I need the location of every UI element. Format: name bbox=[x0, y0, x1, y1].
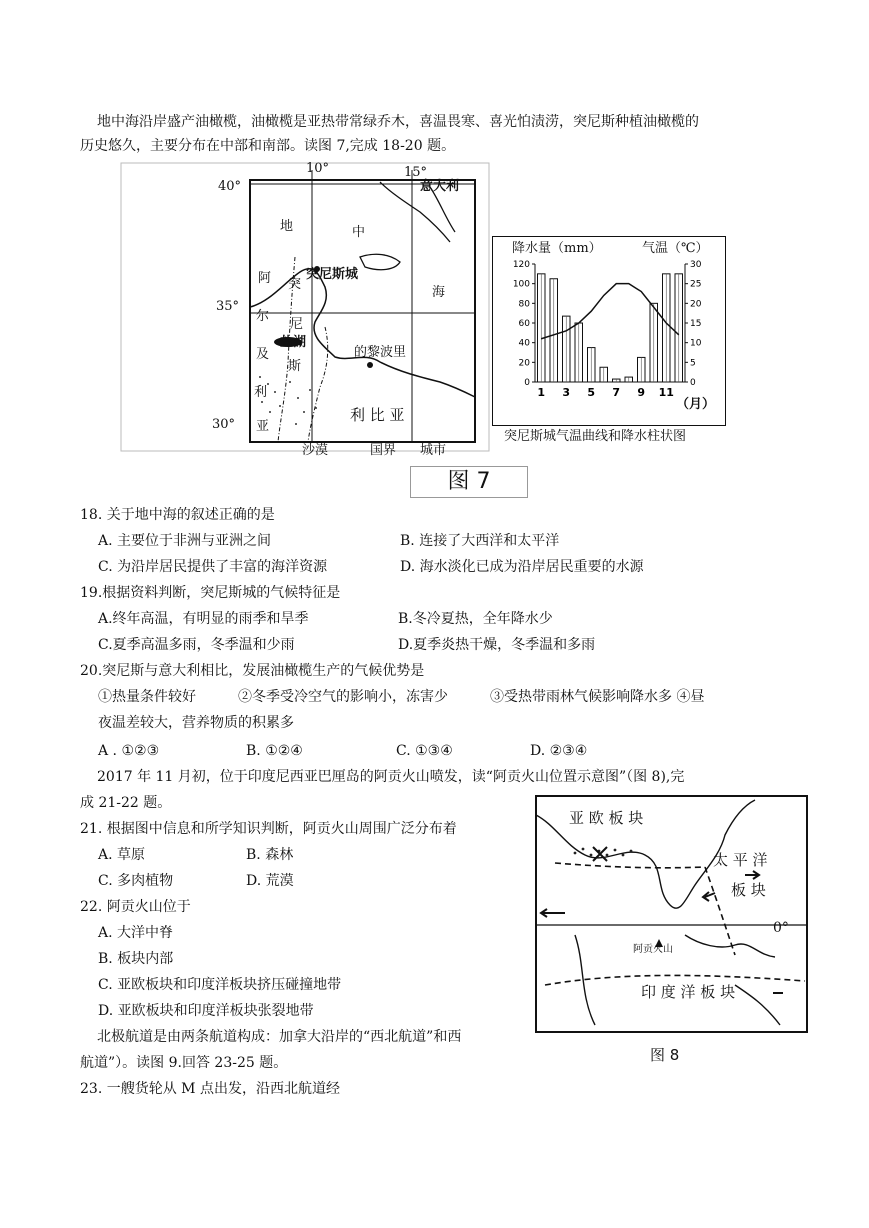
para21-line-2: 成 21-22 题。 bbox=[80, 795, 172, 811]
month-unit: （月） bbox=[676, 397, 716, 412]
eurasian-plate-label: 亚 欧 板 块 bbox=[569, 809, 644, 827]
q18-option-c: C. 为沿岸居民提供了丰富的海洋资源 bbox=[98, 559, 328, 575]
figure-8 bbox=[535, 795, 808, 1033]
place-a: 阿 bbox=[258, 271, 272, 286]
q22-option-d: D. 亚欧板块和印度洋板块张裂地带 bbox=[98, 1003, 314, 1019]
y2-tick-label: 25 bbox=[690, 279, 702, 290]
para21-line-1: 2017 年 11 月初，位于印度尼西亚巴厘岛的阿贡火山喷发，读“阿贡火山位置示意图”（图 8),完 bbox=[97, 769, 685, 785]
q19-option-a: A.终年高温，有明显的雨季和旱季 bbox=[98, 611, 309, 627]
temperature-line bbox=[541, 284, 679, 339]
legend-desert: 沙漠 bbox=[302, 443, 329, 458]
month-label: 7 bbox=[612, 386, 621, 399]
pacific-label: 太 平 洋 bbox=[713, 851, 768, 869]
lon-15-label: 15° bbox=[404, 165, 428, 180]
place-er: 尔 bbox=[256, 309, 270, 324]
y2-tick-label: 10 bbox=[690, 338, 702, 349]
y2-tick-label: 20 bbox=[690, 299, 702, 310]
lon-10-label: 10° bbox=[306, 161, 330, 176]
plate-label: 板 块 bbox=[731, 881, 766, 899]
legend-border: 国界 bbox=[370, 443, 397, 458]
lat-40-label: 40° bbox=[218, 179, 242, 194]
y-tick-label: 80 bbox=[518, 299, 530, 310]
libya-label: 利 比 亚 bbox=[350, 406, 405, 424]
y2-tick-label: 0 bbox=[690, 378, 696, 388]
precip-axis-title: 降水量（mm） bbox=[512, 241, 602, 256]
month-label: 1 bbox=[537, 386, 546, 399]
q22-option-a: A. 大洋中脊 bbox=[98, 925, 174, 941]
tunisia-map bbox=[120, 162, 490, 452]
y2-tick-label: 5 bbox=[690, 358, 696, 369]
q21-option-b: B. 森林 bbox=[246, 847, 294, 863]
q18-stem: 18. 关于地中海的叙述正确的是 bbox=[80, 507, 275, 523]
q22-option-c: C. 亚欧板块和印度洋板块挤压碰撞地带 bbox=[98, 977, 342, 993]
y-tick-label: 0 bbox=[524, 378, 530, 388]
y-tick-label: 40 bbox=[518, 338, 530, 349]
month-label: 3 bbox=[562, 386, 571, 399]
q21-option-c: C. 多肉植物 bbox=[98, 873, 174, 889]
y-tick-label: 60 bbox=[518, 319, 530, 329]
tunis-label: 突尼斯城 bbox=[306, 267, 359, 282]
legend-city: 城市 bbox=[420, 443, 447, 458]
q19-option-c: C.夏季高温多雨，冬季温和少雨 bbox=[98, 637, 295, 653]
place-ni: 尼 bbox=[290, 317, 304, 332]
figure-8-caption: 图 8 bbox=[650, 1046, 680, 1064]
q18-option-b: B. 连接了大西洋和太平洋 bbox=[400, 533, 560, 549]
y2-tick-label: 30 bbox=[690, 260, 702, 270]
lat-30-label: 30° bbox=[212, 417, 236, 432]
para23-line-1: 北极航道是由两条航道构成：加拿大沿岸的“西北航道”和西 bbox=[97, 1029, 462, 1045]
figure-7 bbox=[120, 162, 728, 462]
q22-stem: 22. 阿贡火山位于 bbox=[80, 899, 191, 915]
q18-option-d: D. 海水淡化已成为沿岸居民重要的水源 bbox=[400, 559, 644, 575]
month-label: 9 bbox=[637, 386, 646, 399]
q21-option-d: D. 荒漠 bbox=[246, 873, 294, 889]
q20-option-b: B. ①②④ bbox=[246, 743, 303, 759]
q20-option-d: D. ②③④ bbox=[530, 743, 588, 759]
q19-option-b: B.冬冷夏热，全年降水少 bbox=[398, 611, 553, 627]
y-tick-label: 20 bbox=[518, 358, 530, 369]
place-si: 斯 bbox=[288, 359, 302, 374]
place-ji: 及 bbox=[256, 347, 270, 362]
q20-line-1: ①热量条件较好 ②冬季受冷空气的影响小，冻害少 ③受热带雨林气候影响降水多 ④昼 bbox=[98, 689, 705, 705]
q20-option-a: A . ①②③ bbox=[98, 743, 160, 759]
q21-stem: 21. 根据图中信息和所学知识判断，阿贡火山周围广泛分布着 bbox=[80, 821, 457, 837]
q21-option-a: A. 草原 bbox=[98, 847, 146, 863]
salt-lake-label: 盐湖 bbox=[280, 335, 307, 350]
para23-line-2: 航道”）。读图 9.回答 23-25 题。 bbox=[80, 1055, 288, 1071]
place-hai: 海 bbox=[432, 285, 446, 300]
y2-tick-label: 15 bbox=[690, 319, 702, 329]
tripoli-label: 的黎波里 bbox=[354, 345, 407, 360]
agung-volcano-label: 阿贡火山 bbox=[633, 944, 673, 955]
chart-caption: 突尼斯城气温曲线和降水柱状图 bbox=[504, 429, 687, 444]
q20-line-2: 夜温差较大，营养物质的积累多 bbox=[98, 715, 294, 731]
q20-option-c: C. ①③④ bbox=[396, 743, 453, 759]
q18-option-a: A. 主要位于非洲与亚洲之间 bbox=[98, 533, 272, 549]
y-tick-label: 120 bbox=[512, 260, 530, 270]
place-zhong: 中 bbox=[352, 225, 366, 240]
q19-stem: 19.根据资料判断，突尼斯城的气候特征是 bbox=[80, 585, 341, 601]
month-label: 5 bbox=[587, 386, 596, 399]
y-tick-label: 100 bbox=[512, 279, 530, 290]
q23-stem: 23. 一艘货轮从 M 点出发，沿西北航道经 bbox=[80, 1081, 340, 1097]
q19-option-d: D.夏季炎热干燥，冬季温和多雨 bbox=[398, 637, 596, 653]
lat-35-label: 35° bbox=[216, 299, 240, 314]
place-di: 地 bbox=[280, 219, 294, 234]
figure-7-caption: 图 7 bbox=[410, 466, 528, 498]
equator-label: 0° bbox=[773, 920, 789, 936]
intro-line-2: 历史悠久，主要分布在中部和南部。读图 7,完成 18-20 题。 bbox=[80, 138, 456, 154]
place-tu: 突 bbox=[288, 277, 302, 292]
place-li: 利 bbox=[254, 385, 268, 400]
q20-stem: 20.突尼斯与意大利相比，发展油橄榄生产的气候优势是 bbox=[80, 663, 425, 679]
temp-axis-title: 气温（℃） bbox=[642, 241, 709, 256]
month-label: 11 bbox=[658, 386, 674, 399]
intro-line-1: 地中海沿岸盛产油橄榄，油橄榄是亚热带常绿乔木，喜温畏寒、喜光怕渍涝，突尼斯种植油橄榄的 bbox=[97, 114, 699, 130]
indian-plate-label: 印 度 洋 板 块 bbox=[641, 983, 736, 1001]
q22-option-b: B. 板块内部 bbox=[98, 951, 174, 967]
place-ya: 亚 bbox=[256, 419, 270, 434]
italy-label: 意大利 bbox=[420, 179, 460, 194]
